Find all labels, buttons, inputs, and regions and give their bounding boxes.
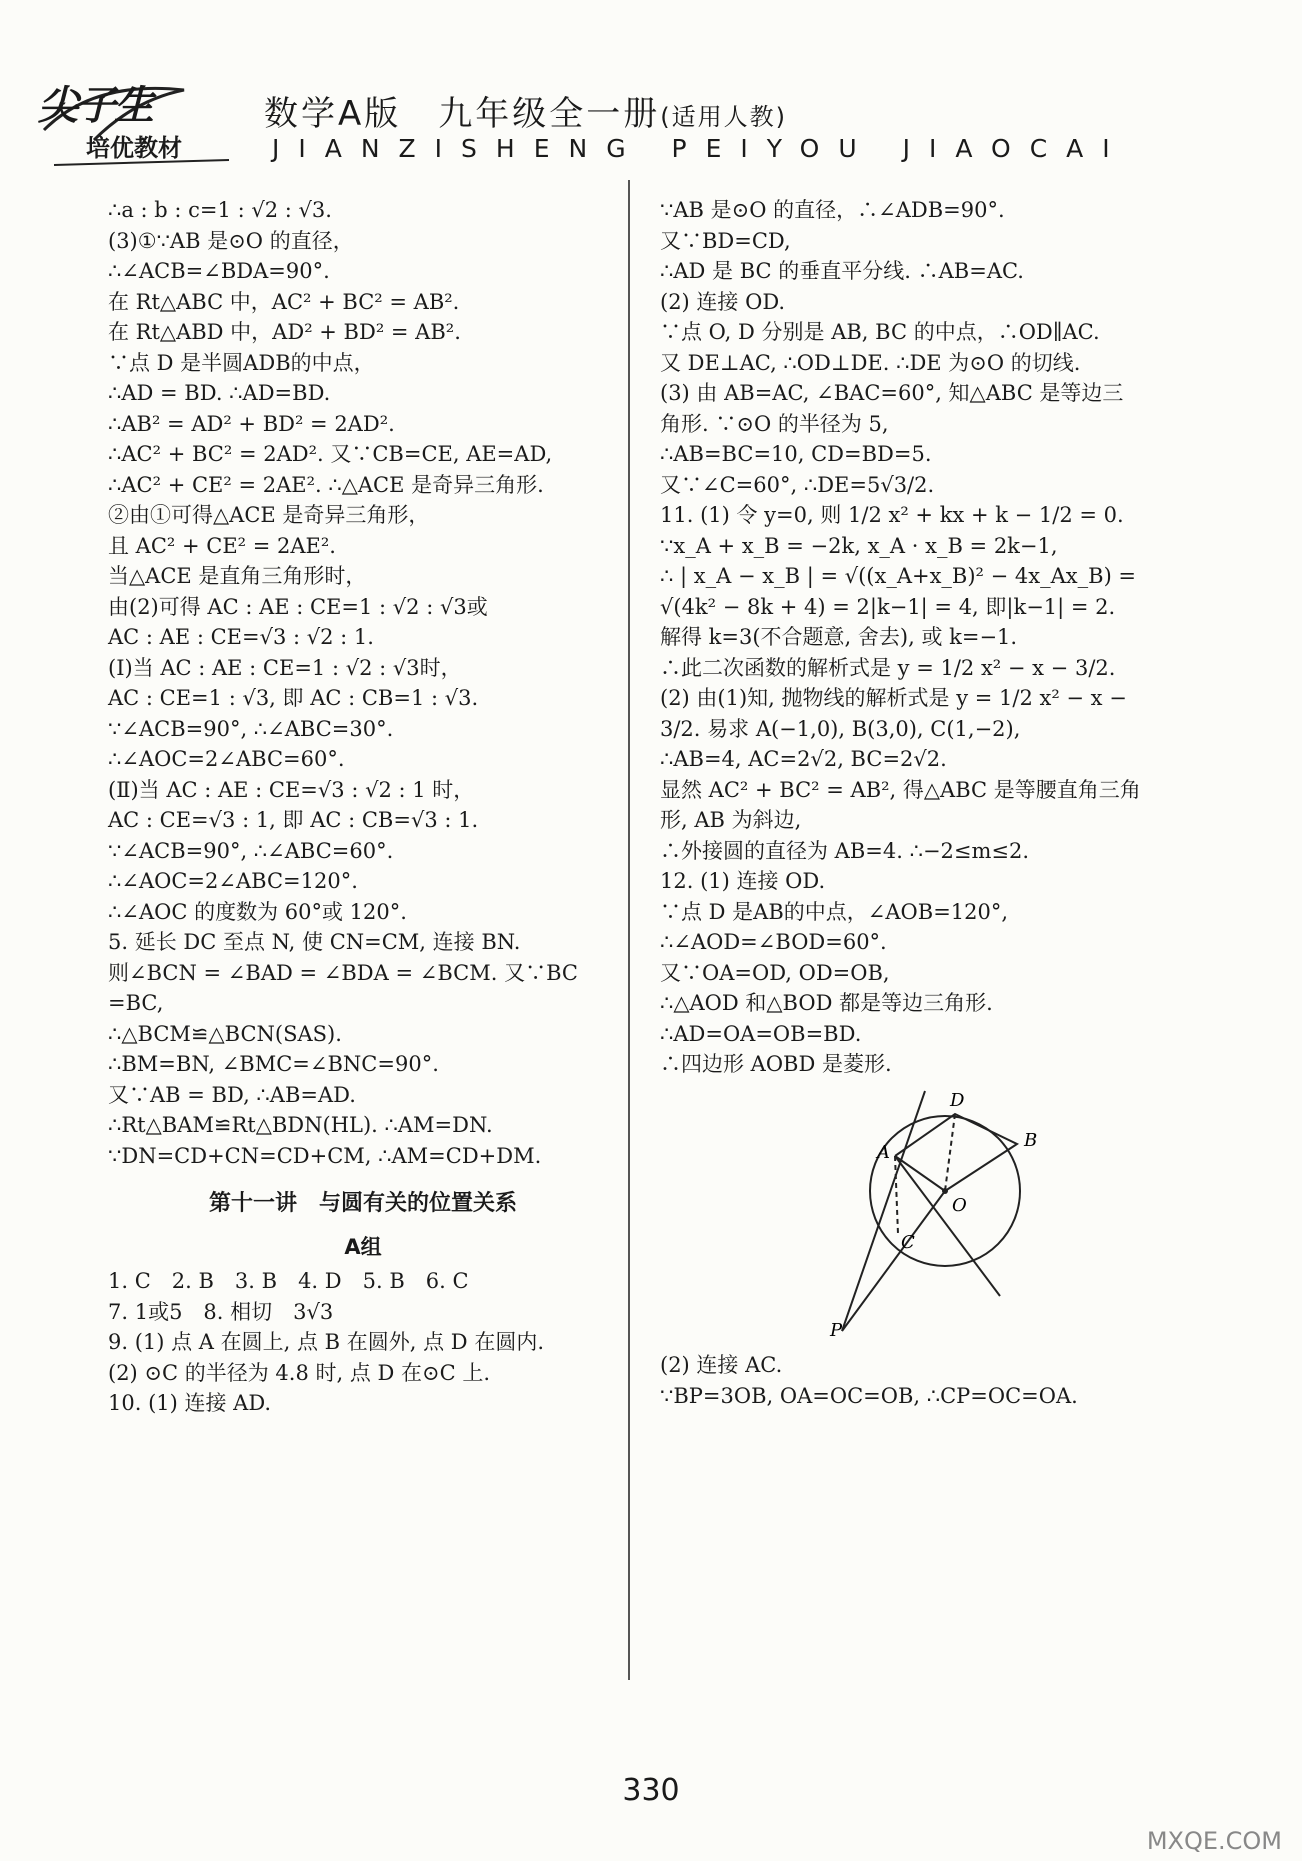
text-line: ∵x_A + x_B = −2k, x_A · x_B = 2k−1, bbox=[660, 533, 1058, 558]
text-line: ∵点 D 是半圆ADB的中点， bbox=[108, 350, 375, 375]
text-line: (2) 由(1)知, 抛物线的解析式是 y = 1/2 x² − x − bbox=[660, 686, 1127, 710]
column-divider bbox=[628, 180, 630, 1680]
text-line: 又 DE⊥AC, ∴OD⊥DE. ∴DE 为⊙O 的切线. bbox=[660, 350, 1081, 375]
text-line: ∴∠ACB=∠BDA=90°. bbox=[108, 259, 330, 283]
text-line: ∵BP=3OB, OA=OC=OB, ∴CP=OC=OA. bbox=[660, 1383, 1078, 1408]
logo-subtitle: 培优教材 bbox=[86, 134, 182, 162]
text-line: ∴AD 是 BC 的垂直平分线. ∴AB=AC. bbox=[660, 259, 1024, 283]
dashed-od bbox=[945, 1114, 955, 1191]
center-point bbox=[942, 1188, 948, 1194]
text-line: 12. (1) 连接 OD. bbox=[660, 869, 826, 893]
text-line: 形, AB 为斜边, bbox=[660, 808, 802, 832]
text-line: ∴∠AOC=2∠ABC=120°. bbox=[108, 869, 358, 893]
text-line: ∴△AOD 和△BOD 都是等边三角形. bbox=[660, 991, 993, 1015]
text-line: ∴四边形 AOBD 是菱形. bbox=[660, 1052, 892, 1076]
text-line: 显然 AC² + BC² = AB², 得△ABC 是等腰直角三角 bbox=[660, 777, 1141, 802]
text-line: ∴ | x_A − x_B | = √((x_A+x_B)² − 4x_Ax_B) = bbox=[660, 564, 1137, 588]
text-line: 1. C 2. B 3. B 4. D 5. B 6. C bbox=[108, 1269, 469, 1293]
text-line: AC : CE=√3 : 1, 即 AC : CB=√3 : 1. bbox=[108, 808, 479, 832]
text-line: 则∠BCN = ∠BAD = ∠BDA = ∠BCM. 又∵BC bbox=[108, 960, 578, 985]
text-line: 5. 延长 DC 至点 N, 使 CN=CM, 连接 BN. bbox=[108, 930, 521, 954]
text-line: ∴AD = BD. ∴AD=BD. bbox=[108, 381, 331, 405]
text-line: ②由①可得△ACE 是奇异三角形， bbox=[108, 503, 430, 527]
text-line: 9. (1) 点 A 在圆上, 点 B 在圆外, 点 D 在圆内. bbox=[108, 1330, 544, 1354]
text-line: 又∵BD=CD, bbox=[660, 228, 791, 253]
text-line: (2) 连接 AC. bbox=[660, 1353, 783, 1377]
text-line: ∴此二次函数的解析式是 y = 1/2 x² − x − 3/2. bbox=[660, 655, 1116, 680]
text-line: 又∵∠C=60°, ∴DE=5√3/2. bbox=[660, 472, 935, 497]
line-po bbox=[842, 1191, 945, 1331]
book-title-pinyin: JIANZISHENG PEIYOU JIAOCAI bbox=[272, 134, 1129, 163]
text-line: ∴AB² = AD² + BD² = 2AD². bbox=[108, 411, 395, 436]
text-line: (Ⅱ)当 AC : AE : CE=√3 : √2 : 1 时， bbox=[108, 777, 475, 802]
label-c: C bbox=[901, 1231, 915, 1253]
text-line: ∵点 O, D 分别是 AB, BC 的中点，∴OD∥AC. bbox=[660, 320, 1100, 344]
text-line: 角形. ∵⊙O 的半径为 5, bbox=[660, 411, 889, 436]
text-line: ∴AB=4, AC=2√2, BC=2√2. bbox=[660, 747, 947, 771]
text-line: 在 Rt△ABC 中，AC² + BC² = AB². bbox=[108, 289, 460, 314]
text-line: 解得 k=3(不合题意, 舍去), 或 k=−1. bbox=[660, 625, 1018, 649]
text-line: 又∵AB = BD, ∴AB=AD. bbox=[108, 1082, 356, 1107]
text-line: ∵∠ACB=90°, ∴∠ABC=30°. bbox=[108, 716, 394, 741]
label-b: B bbox=[1024, 1129, 1038, 1151]
text-line: ∴AC² + BC² = 2AD². 又∵CB=CE, AE=AD, bbox=[108, 442, 553, 466]
text-line: 11. (1) 令 y=0, 则 1/2 x² + kx + k − 1/2 = 0. bbox=[660, 503, 1124, 527]
text-line: ∴∠AOC 的度数为 60°或 120°. bbox=[108, 899, 407, 924]
book-title-sub: (适用人教) bbox=[660, 103, 787, 131]
watermark: MXQE.COM bbox=[1146, 1827, 1282, 1855]
label-a: A bbox=[877, 1141, 890, 1163]
text-line: (2) ⊙C 的半径为 4.8 时, 点 D 在⊙C 上. bbox=[108, 1360, 491, 1385]
book-title bbox=[264, 86, 787, 135]
group-label: A组 bbox=[344, 1234, 382, 1259]
text-line: ∵点 D 是AB的中点，∠AOB=120°, bbox=[660, 899, 1009, 924]
right-solution-lines-2 bbox=[660, 1350, 1270, 1411]
text-line: (Ⅰ)当 AC : AE : CE=1 : √2 : √3时， bbox=[108, 655, 462, 680]
left-answer-lines bbox=[108, 1266, 618, 1419]
text-line: √(4k² − 8k + 4) = 2|k−1| = 4, 即|k−1| = 2. bbox=[660, 594, 1116, 619]
tangent-line-pa bbox=[842, 1091, 925, 1331]
text-line: 又∵OA=OD, OD=OB, bbox=[660, 960, 890, 985]
text-line: AC : AE : CE=√3 : √2 : 1. bbox=[108, 625, 374, 649]
page-header bbox=[28, 70, 1278, 180]
text-line: ∴Rt△BAM≌Rt△BDN(HL). ∴AM=DN. bbox=[108, 1113, 493, 1137]
text-line: ∴AC² + CE² = 2AE². ∴△ACE 是奇异三角形. bbox=[108, 472, 544, 497]
page-number: 330 bbox=[622, 1773, 680, 1808]
right-column bbox=[660, 195, 1270, 1411]
text-line: AC : CE=1 : √3, 即 AC : CB=1 : √3. bbox=[108, 686, 479, 710]
logo-title: 尖子生 bbox=[38, 82, 152, 129]
label-d: D bbox=[950, 1089, 965, 1111]
text-line: ∴a : b : c=1 : √2 : √3. bbox=[108, 198, 332, 222]
label-o: O bbox=[952, 1194, 967, 1216]
text-line: ∴AD=OA=OB=BD. bbox=[660, 1021, 862, 1046]
book-title-main: 数学A版 九年级全一册 bbox=[264, 94, 661, 134]
text-line: ∴BM=BN, ∠BMC=∠BNC=90°. bbox=[108, 1052, 439, 1076]
text-line: ∵DN=CD+CN=CD+CM, ∴AM=CD+DM. bbox=[108, 1143, 542, 1168]
text-line: ∵AB 是⊙O 的直径，∴∠ADB=90°. bbox=[660, 198, 1005, 222]
text-line: =BC, bbox=[108, 991, 164, 1015]
section-title: 第十一讲 与圆有关的位置关系 bbox=[208, 1191, 517, 1216]
text-line: 10. (1) 连接 AD. bbox=[108, 1391, 272, 1415]
text-line: 由(2)可得 AC : AE : CE=1 : √2 : √3或 bbox=[108, 594, 488, 619]
left-column bbox=[108, 195, 618, 1419]
label-p: P bbox=[830, 1319, 843, 1336]
text-line: ∴∠AOC=2∠ABC=60°. bbox=[108, 747, 345, 771]
text-line: 当△ACE 是直角三角形时， bbox=[108, 564, 367, 588]
text-line: ∴外接圆的直径为 AB=4. ∴−2≤m≤2. bbox=[660, 838, 1030, 863]
text-line: ∵∠ACB=90°, ∴∠ABC=60°. bbox=[108, 838, 394, 863]
text-line: (3) 由 AB=AC, ∠BAC=60°, 知△ABC 是等边三 bbox=[660, 381, 1124, 405]
text-line: ∴∠AOD=∠BOD=60°. bbox=[660, 930, 887, 954]
right-solution-lines bbox=[660, 195, 1270, 1080]
text-line: ∴△BCM≌△BCN(SAS). bbox=[108, 1021, 342, 1046]
text-line: 且 AC² + CE² = 2AE². bbox=[108, 533, 336, 558]
left-solution-lines bbox=[108, 195, 618, 1171]
text-line: 在 Rt△ABD 中，AD² + BD² = AB². bbox=[108, 320, 461, 344]
text-line: ∴AB=BC=10, CD=BD=5. bbox=[660, 442, 932, 466]
circle-geometry-figure bbox=[780, 1086, 1110, 1336]
text-line: (3)①∵AB 是⊙O 的直径， bbox=[108, 228, 354, 253]
text-line: 7. 1或5 8. 相切 3√3 bbox=[108, 1299, 334, 1324]
text-line: 3/2. 易求 A(−1,0), B(3,0), C(1,−2), bbox=[660, 716, 1021, 741]
text-line: (2) 连接 OD. bbox=[660, 289, 786, 314]
logo bbox=[28, 70, 238, 170]
